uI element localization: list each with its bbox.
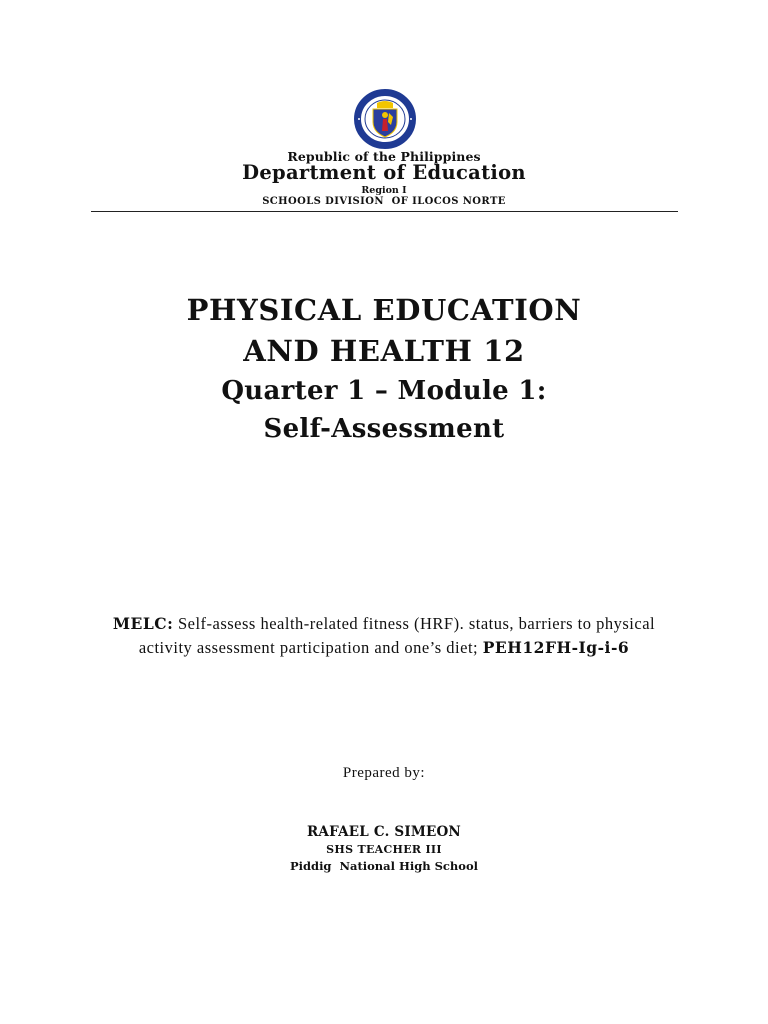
department-heading: Department of Education (242, 161, 526, 184)
deped-seal-icon (353, 89, 417, 149)
melc-text: Self-assess health-related fitness (HRF). status, barriers to physical activity assessment participation and one’s diet; (138, 614, 656, 657)
module-title-line-1: PHYSICAL EDUCATION (186, 293, 582, 327)
author-role: SHS TEACHER III (326, 843, 442, 856)
republic-heading: Republic of the Philippines (287, 149, 481, 164)
region-heading: Region I (361, 185, 407, 196)
module-quarter-heading: Quarter 1 – Module 1: (221, 376, 547, 406)
melc-code: PEH12FH-Ig-i-6 (482, 638, 630, 657)
module-title-line-2: AND HEALTH 12 (243, 334, 525, 368)
division-heading: SCHOOLS DIVISION OF ILOCOS NORTE (262, 196, 506, 207)
header-divider (91, 211, 678, 212)
melc-label: MELC: (112, 614, 174, 633)
author-school: Piddig National High School (289, 859, 479, 873)
author-name: RAFAEL C. SIMEON (307, 824, 461, 840)
melc-statement (88, 612, 680, 660)
prepared-by-label: Prepared by: (342, 765, 426, 781)
module-topic-heading: Self-Assessment (263, 414, 505, 444)
